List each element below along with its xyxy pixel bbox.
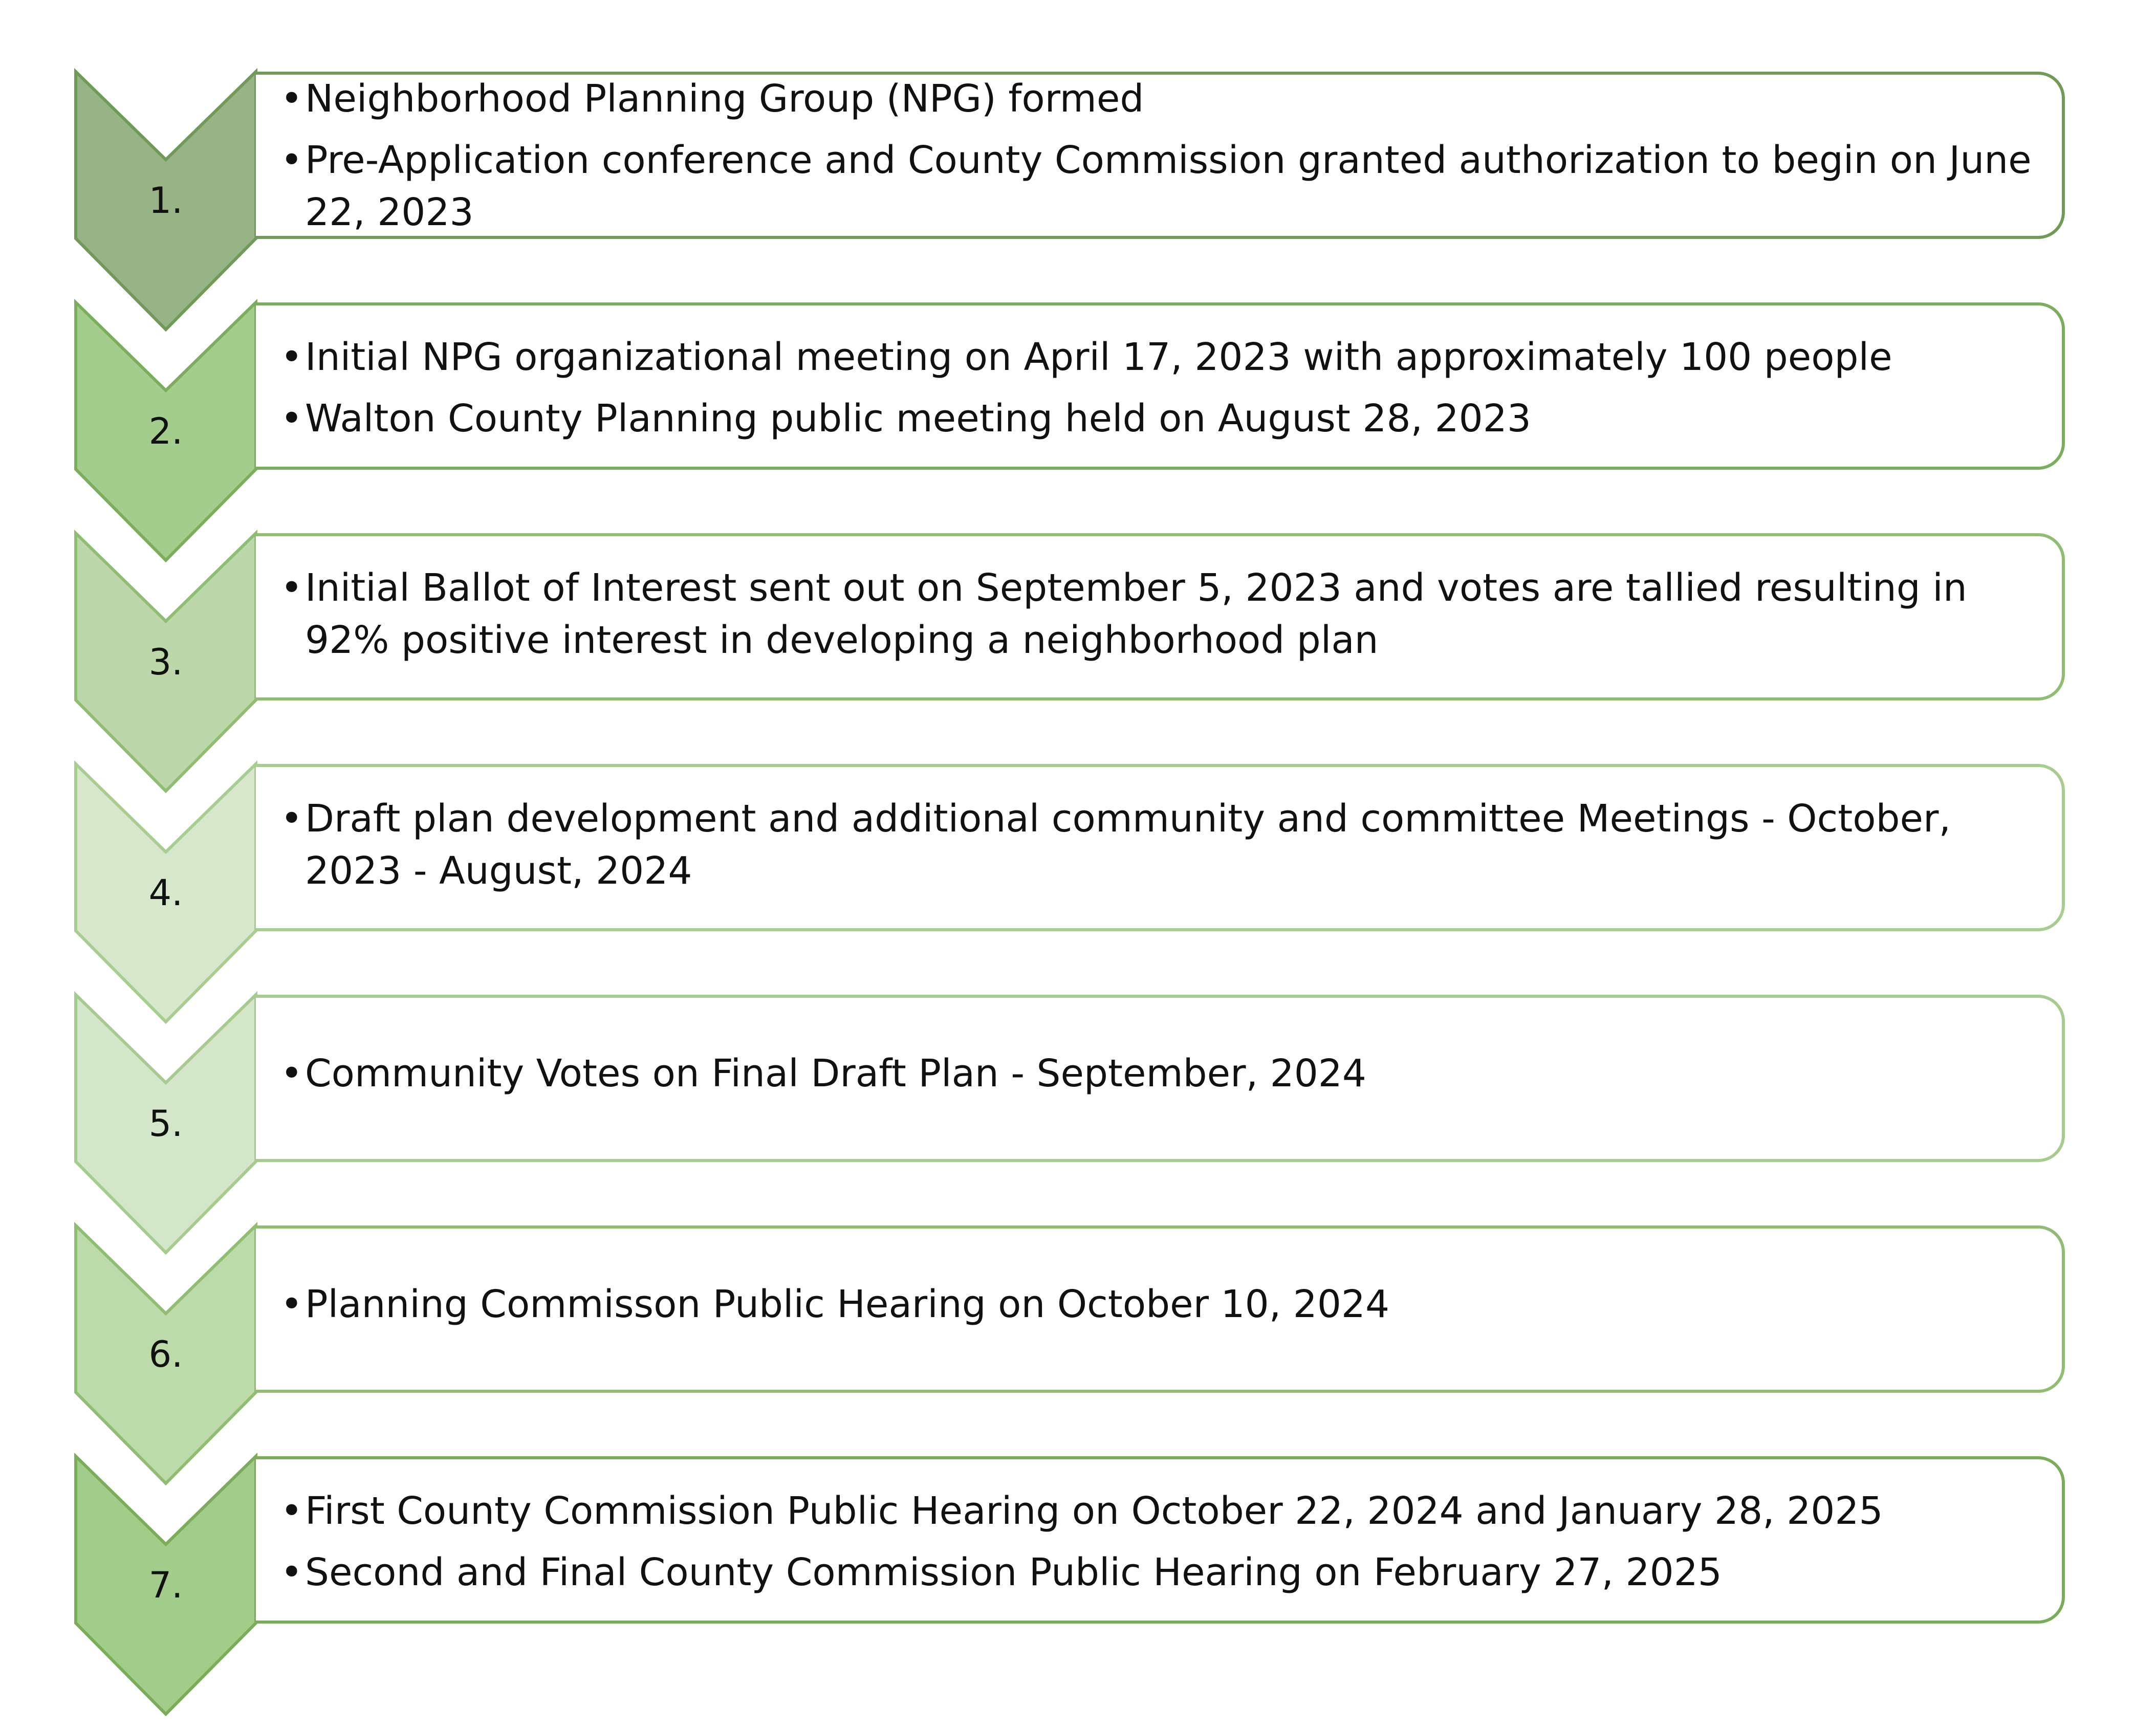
step-1-bullet: • Neighborhood Planning Group (NPG) formed [280,73,2046,125]
step-7-bullet: • First County Commission Public Hearing on October 22, 2024 and January 28, 2025 [280,1485,2046,1537]
step-7-bullet: • Second and Final County Commission Public Hearing on February 27, 2025 [280,1546,2046,1598]
step-2-bullet: • Walton County Planning public meeting held on August 28, 2023 [280,392,2046,445]
step-3-bullet: • Initial Ballot of Interest sent out on September 5, 2023 and votes are tallied resulting in 92% positive interest in developing a neighborhood plan [280,562,2046,666]
step-bullets-4 [280,793,2046,906]
step-bullets-2 [280,331,2046,454]
step-number-4: 4. [148,872,183,914]
step-1-bullet: • Pre-Application conference and County Commission granted authorization to begin on June 22, 2023 [280,134,2046,238]
step-number-7: 7. [148,1564,183,1606]
step-number-2: 2. [148,410,183,452]
step-number-3: 3. [148,641,183,683]
step-6-bullet: • Planning Commisson Public Hearing on October 10, 2024 [280,1278,2046,1330]
step-bullets-6 [280,1278,2046,1340]
step-number-1: 1. [148,180,183,222]
step-4-bullet: • Draft plan development and additional community and committee Meetings - October, 2023 - August, 2024 [280,793,2046,897]
step-bullets-3 [280,562,2046,675]
step-number-6: 6. [148,1333,183,1375]
step-bullets-1 [280,73,2046,248]
step-number-5: 5. [148,1103,183,1145]
step-2-bullet: • Initial NPG organizational meeting on April 17, 2023 with approximately 100 people [280,331,2046,383]
step-5-bullet: • Community Votes on Final Draft Plan - September, 2024 [280,1047,2046,1100]
step-bullets-7 [280,1485,2046,1608]
step-bullets-5 [280,1047,2046,1109]
